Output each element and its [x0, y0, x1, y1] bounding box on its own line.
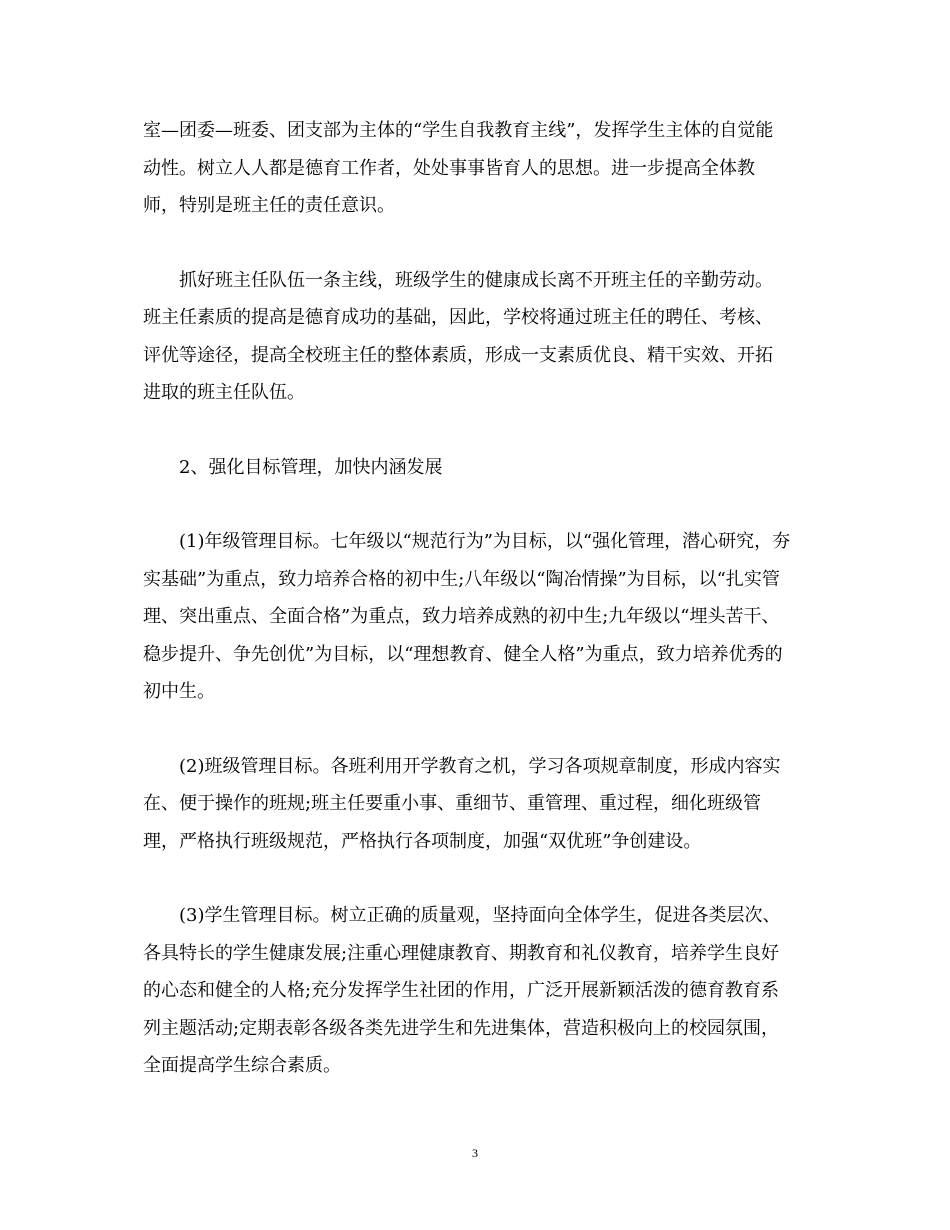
- text-line: 列主题活动;定期表彰各级各类先进学生和先进集体，营造积极向上的校园氛围，: [143, 1017, 780, 1039]
- text-line: (3)学生管理目标。树立正确的质量观，坚持面向全体学生，促进各类层次、: [179, 905, 781, 926]
- text-line: 进取的班主任队伍。: [143, 382, 305, 403]
- paragraph-grade-goals: [143, 523, 808, 711]
- text-line: 初中生。: [143, 681, 215, 702]
- text-line: 评优等途径，提高全校班主任的整体素质，形成一支素质优良、精干实效、开拓: [143, 344, 773, 366]
- text-line: (1)年级管理目标。七年级以“规范行为”为目标，以“强化管理，潜心研究，夯: [179, 531, 791, 552]
- text-line: 2、强化目标管理，加快内涵发展: [179, 456, 443, 478]
- text-line: 各具特长的学生健康发展;注重心理健康教育、期教育和礼仪教育，培养学生良好: [143, 942, 780, 964]
- section-heading: [143, 449, 808, 487]
- text-line: 全面提高学生综合素质。: [143, 1055, 341, 1076]
- text-line: 动性。树立人人都是德育工作者，处处事事皆育人的思想。进一步提高全体教: [143, 157, 755, 179]
- text-line: (2)班级管理目标。各班利用开学教育之机，学习各项规章制度，形成内容实: [179, 755, 781, 777]
- paragraph-2: [143, 262, 808, 412]
- paragraph-class-goals: [143, 748, 808, 861]
- text-line: 稳步提升、争先创优”为目标，以“理想教育、健全人格”为重点，致力培养优秀的: [143, 643, 783, 665]
- document-body: [143, 112, 808, 1122]
- text-line: 抓好班主任队伍一条主线，班级学生的健康成长离不开班主任的辛勤劳动。: [179, 269, 773, 291]
- paragraph-1: [143, 112, 808, 225]
- page-number: 3: [472, 1146, 478, 1160]
- text-line: 理、突出重点、全面合格”为重点，致力培养成熟的初中生;九年级以“埋头苦干、: [143, 606, 780, 627]
- text-line: 在、便于操作的班规;班主任要重小事、重细节、重管理、重过程，细化班级管: [143, 793, 762, 814]
- text-line: 室—团委—班委、团支部为主体的“学生自我教育主线”，发挥学生主体的自觉能: [143, 120, 774, 141]
- paragraph-student-goals: [143, 897, 808, 1085]
- text-line: 的心态和健全的人格;充分发挥学生社团的作用，广泛开展新颖活泼的德育教育系: [143, 980, 780, 1001]
- text-line: 实基础”为重点，致力培养合格的初中生;八年级以“陶冶情操”为目标，以“扎实管: [143, 568, 780, 590]
- text-line: 师，特别是班主任的责任意识。: [143, 195, 395, 216]
- text-line: 理，严格执行班级规范，严格执行各项制度，加强“双优班”争创建设。: [143, 830, 702, 852]
- text-line: 班主任素质的提高是德育成功的基础，因此，学校将通过班主任的聘任、考核、: [143, 307, 773, 328]
